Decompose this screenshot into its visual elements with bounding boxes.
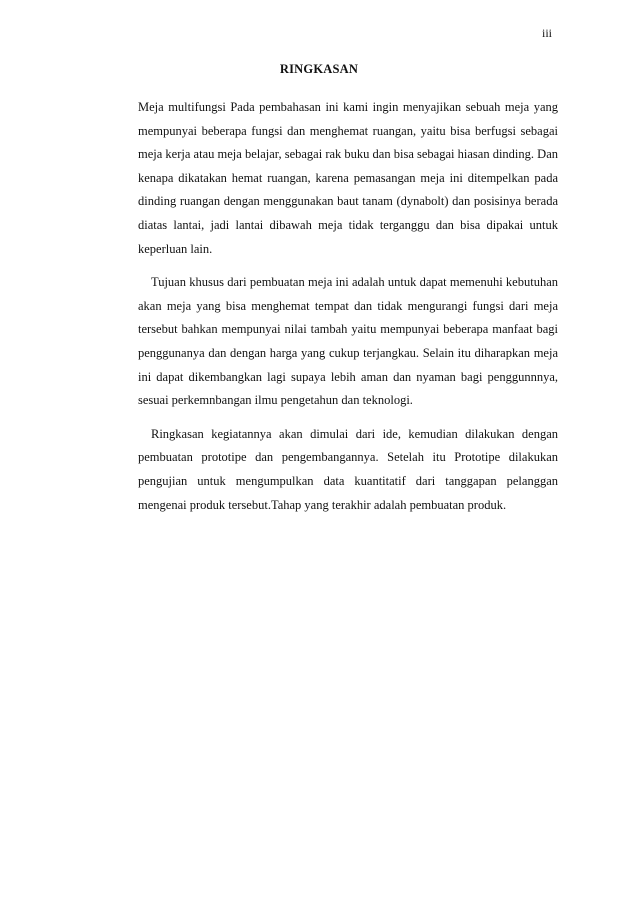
page-number: iii: [541, 26, 552, 40]
paragraph-intro: Meja multifungsi Pada pembahasan ini kami ingin menyajikan sebuah meja yang mempunyai beberapa fungsi dan menghemat ruangan, yaitu bisa berfugsi sebagai meja kerja atau meja belajar, sebagai rak buku dan bisa sebagai hiasan dinding. Dan kenapa dikatakan hemat ruangan, karena pemasangan meja ini ditempelkan pada dinding ruangan dengan menggunakan baut tanam (dynabolt) dan posisinya berada diatas lantai, jadi lantai dibawah meja tidak terganggu dan bisa dipakai untuk keperluan lain.: [138, 100, 558, 256]
paragraph-activity-summary: Ringkasan kegiatannya akan dimulai dari ide, kemudian dilakukan dengan pembuatan prototipe dan pengembangannya. Setelah itu Prototipe dilakukan pengujian untuk mengumpulkan data kuantitatif dari tanggapan pelanggan mengenai produk tersebut.Tahap yang terakhir adalah pembuatan produk.: [138, 426, 558, 512]
page-title: RINGKASAN: [279, 62, 359, 76]
summary-body: [138, 96, 558, 517]
paragraph-objective: Tujuan khusus dari pembuatan meja ini adalah untuk dapat memenuhi kebutuhan akan meja yang bisa menghemat tempat dan tidak mengurangi fungsi dari meja tersebut bahkan mempunyai nilai tambah yaitu mempunyai beberapa manfaat bagi penggunanya dan dengan harga yang cukup terjangkau. Selain itu diharapkan meja ini dapat dikembangkan lagi supaya lebih aman dan nyaman bagi penggunnnya, sesuai perkemnbangan ilmu pengetahun dan teknologi.: [138, 275, 558, 408]
